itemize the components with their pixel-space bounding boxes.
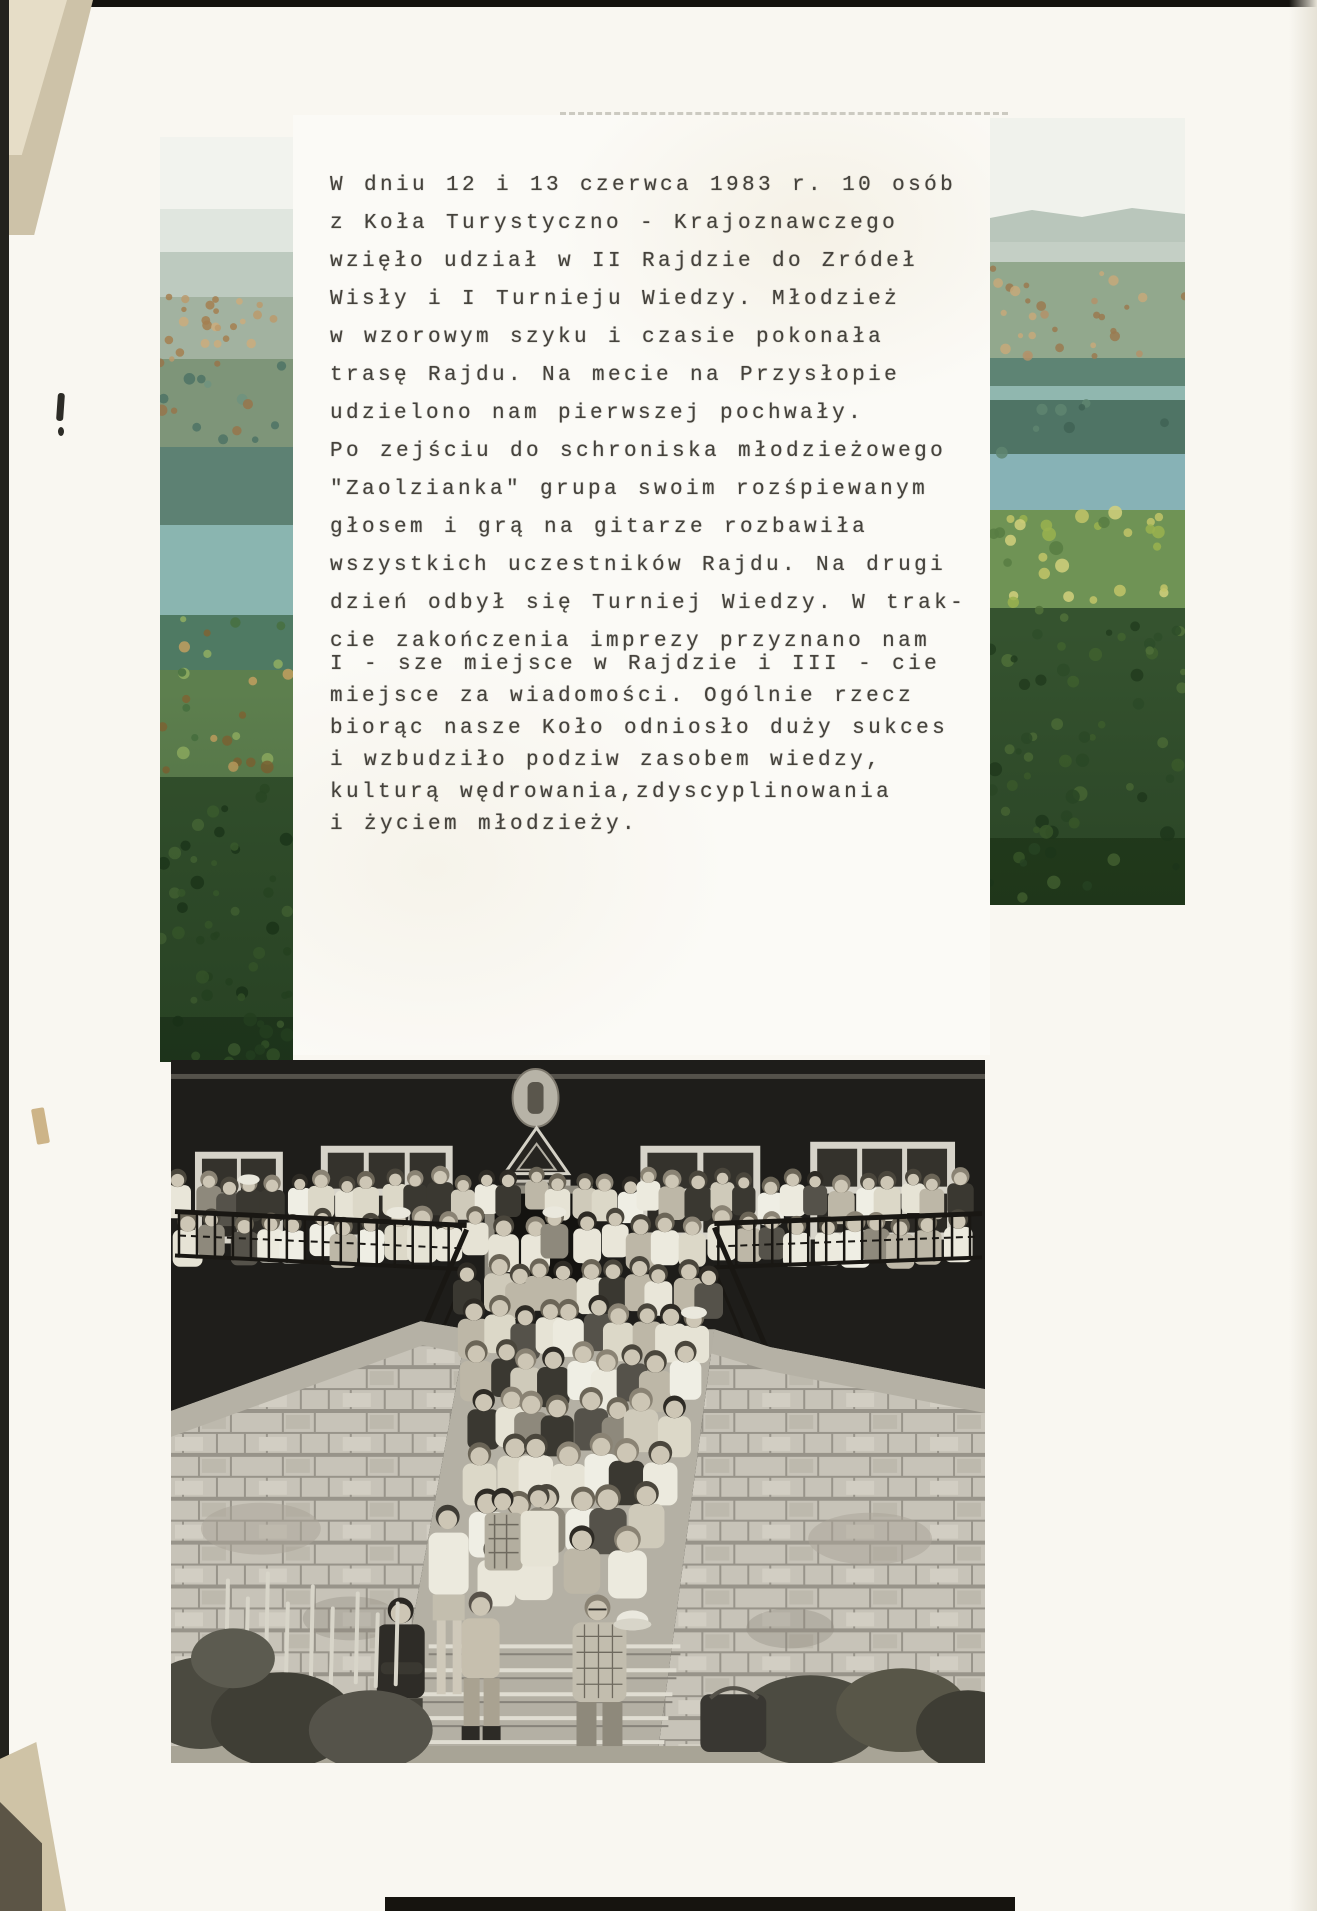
note-line: z Koła Turystyczno - Krajoznawczego (330, 212, 899, 235)
note-line: wszystkich uczestników Rajdu. Na drugi (330, 554, 947, 577)
note-line: cie zakończenia imprezy przyznano nam (330, 630, 931, 653)
scan-edge-left (0, 0, 9, 1911)
note-paragraph (330, 649, 948, 841)
note-line: i życiem młodzieży. (330, 813, 639, 836)
note-paragraph (330, 167, 966, 661)
note-line: biorąc nasze Koło odniosło duży sukces (330, 717, 949, 740)
group-photo-art (171, 1060, 985, 1763)
note-line: głosem i grą na gitarze rozbawiła (330, 516, 869, 539)
scan-edge-top (72, 0, 1317, 7)
page-edge-shadow (1289, 0, 1317, 1911)
oval-emblem (513, 1069, 559, 1127)
backpack (700, 1694, 766, 1752)
note-line: i wzbudziło podziw zasobem wiedzy, (330, 749, 883, 772)
note-line: dzień odbył się Turniej Wiedzy. W trak- (330, 592, 967, 615)
landscape-photo-left-strip (160, 137, 293, 1062)
tape-mark (31, 1107, 50, 1145)
scan-edge-bottom (385, 1897, 1015, 1911)
landscape-photo-right-strip (990, 118, 1185, 905)
ink-mark-dot (58, 427, 64, 436)
landscape-left-art (160, 137, 293, 1062)
note-line: kulturą wędrowania,zdyscyplinowania (330, 781, 893, 804)
note-line: wzięło udział w II Rajdzie do Zródeł (330, 250, 919, 273)
note-line: I - sze miejsce w Rajdzie i III - cie (330, 653, 941, 676)
typed-note-paper (293, 115, 990, 1055)
note-line: W dniu 12 i 13 czerwca 1983 r. 10 osób (330, 174, 957, 197)
group-photo (171, 1060, 985, 1763)
ink-mark (56, 393, 65, 421)
note-line: w wzorowym szyku i czasie pokonała (330, 326, 885, 349)
note-line: udzielono nam pierwszej pochwały. (330, 402, 865, 425)
note-line: trasę Rajdu. Na mecie na Przysłopie (330, 364, 901, 387)
note-line: "Zaolzianka" grupa swoim rozśpiewanym (330, 478, 929, 501)
landscape-right-art (990, 118, 1185, 905)
note-line: miejsce za wiadomości. Ogólnie rzecz (330, 685, 915, 708)
note-line: Po zejściu do schroniska młodzieżowego (330, 440, 947, 463)
note-line: Wisły i I Turnieju Wiedzy. Młodzież (330, 288, 901, 311)
